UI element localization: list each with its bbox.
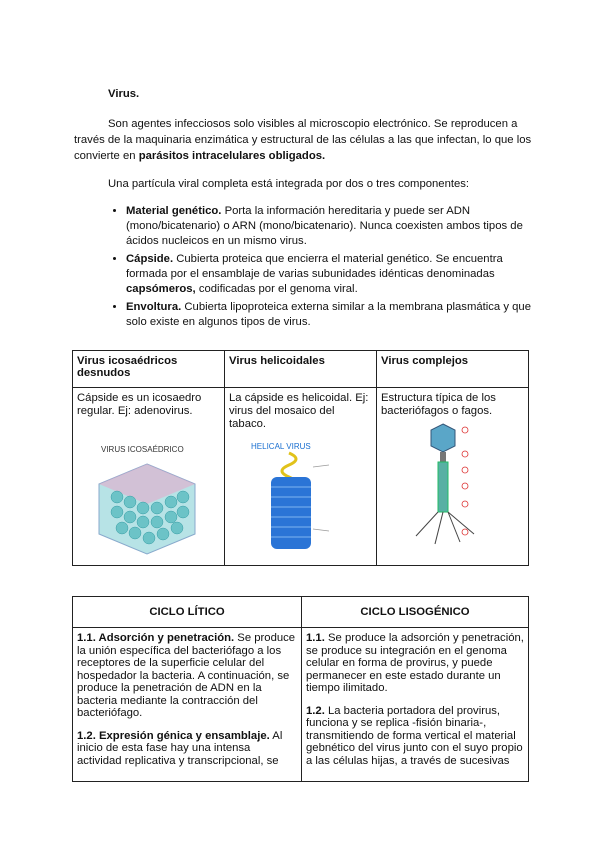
lytic-step-2: 1.2. Expresión génica y ensamblaje. Al inicio de esta fase hay una intensa actividad replicativa y transcripcional, se — [77, 729, 283, 767]
cycles-table — [72, 596, 529, 782]
icosahedral-virus-image — [77, 442, 217, 557]
table-cell — [302, 628, 529, 782]
svg-text:VIRUS ICOSAÉDRICO: VIRUS ICOSAÉDRICO — [101, 445, 184, 454]
list-item: • Cápside. Cubierta proteica que encierra el material genético. Se encuentra formada por el ensamblaje de varias subunidades idénticas denominadas capsómeros, codificadas por el genoma viral. — [126, 252, 546, 297]
lysogenic-step-1: 1.1. Se produce la adsorción y penetración, se produce su integración en el genoma celular en forma de provirus, y puede permanecer en este estado durante un tiempo ilimitado. — [306, 632, 524, 694]
list-item: • Envoltura. Cubierta lipoproteica externa similar a la membrana plasmática y que solo existe en algunos tipos de virus. — [126, 300, 546, 330]
helical-virus-image — [229, 439, 369, 554]
intro-bold: parásitos intracelulares obligados. — [138, 150, 326, 162]
svg-text:HELICAL VIRUS: HELICAL VIRUS — [251, 442, 311, 451]
intro-paragraph — [74, 116, 534, 164]
table-cell: Cápside es un icosaedro regular. Ej: adenovirus. VIRUS ICOSAÉDRICO — [73, 388, 225, 566]
components-list — [110, 204, 546, 333]
list-item: • Material genético. Porta la información hereditaria y puede ser ADN (mono/bicatenario) o ARN (mono/bicatenario). Nunca coexisten ambos tipos de ácidos nucleicos en un mismo virus. — [126, 204, 546, 249]
table-header: CICLO LISOGÉNICO — [302, 597, 529, 628]
table-header: Virus complejos — [377, 351, 529, 388]
bacteriophage-image — [381, 420, 521, 550]
table-header: CICLO LÍTICO — [73, 597, 302, 628]
components-intro: Una partícula viral completa está integrada por dos o tres componentes: — [108, 178, 470, 190]
table-header: Virus helicoidales — [225, 351, 377, 388]
lysogenic-step-2: 1.2. La bacteria portadora del provirus, funciona y se replica -fisión binaria-, transmitiendo de forma vertical el material gebnético del virus junto con el suyo propio a las células hijas, a través de sucesivas — [306, 704, 523, 767]
lytic-step-1: 1.1. Adsorción y penetración. Se produce la unión específica del bacteriófago a los receptores de la superficie celular del hospedador la bacteria. A continuación, se produce la penetración de ADN en la bacteria mediante la contracción del bacteriófago. — [77, 632, 296, 719]
page-title: Virus. — [108, 88, 140, 100]
table-header: Virus icosaédricos desnudos — [73, 351, 225, 388]
intro-text: Son agentes infecciosos solo visibles al microscopio electrónico. Se reproducen a través de la maquinaria enzimática y estructural de las células a las que infectan, lo que los convierte en — [74, 118, 532, 162]
table-cell: Estructura típica de los bacteriófagos o fagos. — [377, 388, 529, 566]
table-cell: La cápside es helicoidal. Ej: virus del mosaico del tabaco. HELICAL VIRUS — [225, 388, 377, 566]
table-cell — [73, 628, 302, 782]
virus-types-table — [72, 350, 529, 566]
